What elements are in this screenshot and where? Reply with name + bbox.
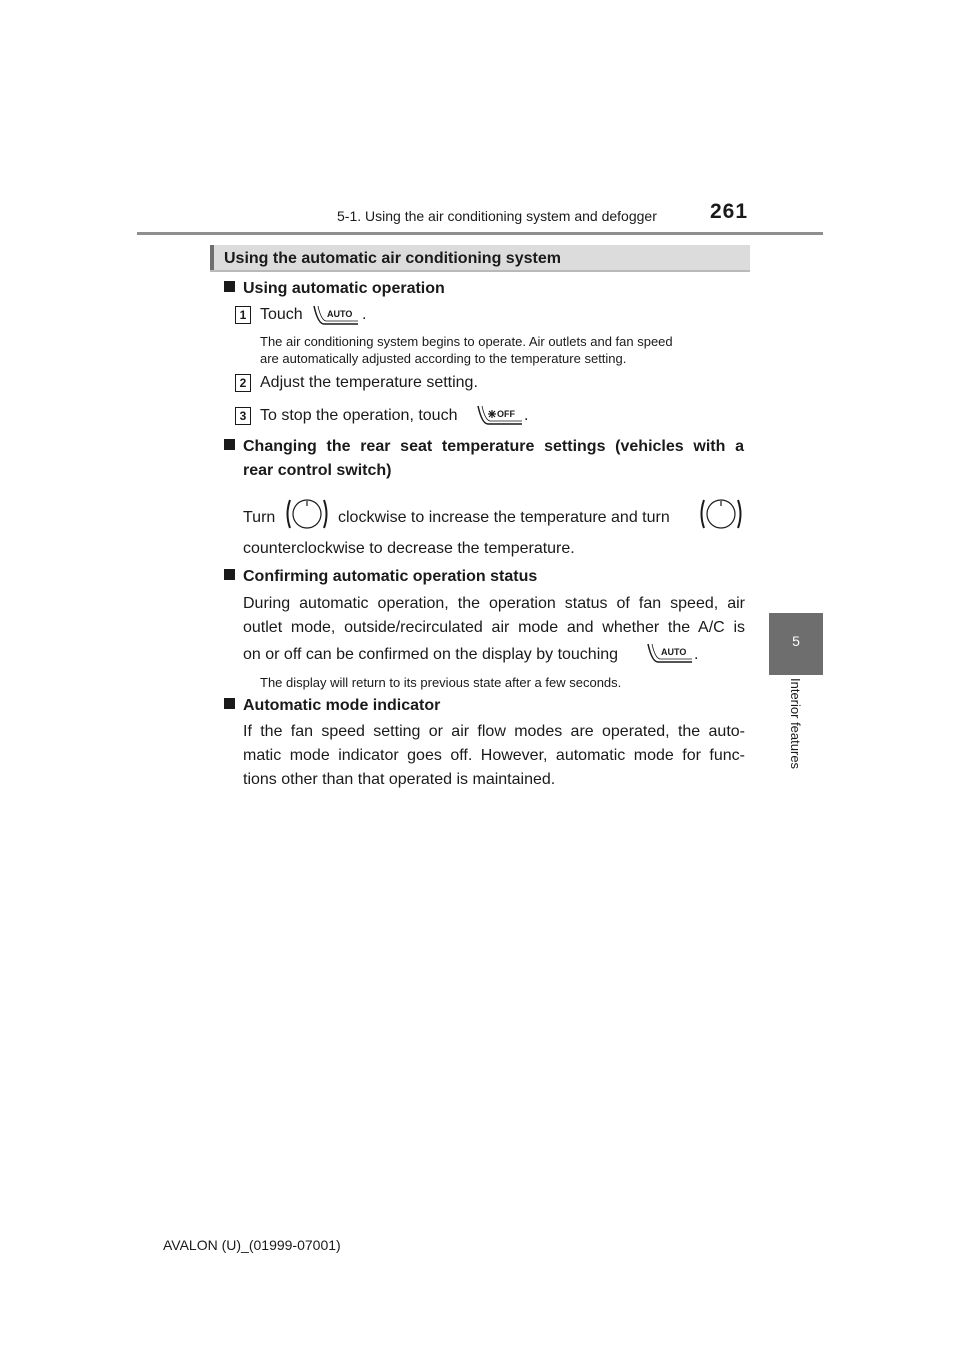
confirm-line-2: outlet mode, outside/recirculated air mode and whether the A/C is [243, 619, 745, 636]
confirm-line-3-suffix: . [694, 646, 699, 663]
indicator-line-2: matic mode indicator goes off. However, automatic mode for func- [243, 747, 745, 764]
heading-square-icon [224, 281, 235, 292]
auto-button-icon [312, 304, 360, 326]
confirm-line-3-prefix: on or off can be confirmed on the display by touching [243, 646, 619, 663]
off-button-label: OFF [497, 409, 515, 419]
auto-button-label: AUTO [661, 647, 687, 657]
step-1-note-line-1: The air conditioning system begins to operate. Air outlets and fan speed [260, 334, 673, 349]
section-header: 5-1. Using the air conditioning system and defogger [337, 208, 657, 224]
step-1-prefix: Touch [260, 306, 303, 323]
step-3-prefix: To stop the operation, touch [260, 407, 458, 424]
auto-button-label: AUTO [327, 309, 353, 319]
confirm-note: The display will return to its previous state after a few seconds. [260, 675, 622, 690]
section-title-accent [210, 245, 214, 270]
auto-operation-heading: Using automatic operation [224, 278, 445, 300]
rear-seat-line-2: counterclockwise to decrease the temperature. [243, 540, 575, 557]
step-1-badge: 1 [235, 306, 251, 324]
fan-icon [488, 410, 496, 418]
heading-square-icon [224, 569, 235, 580]
rear-seat-heading-line-2: rear control switch) [243, 462, 392, 479]
indicator-line-3: tions other than that operated is maintained. [243, 771, 556, 788]
confirm-line-1: During automatic operation, the operation status of fan speed, air [243, 595, 745, 612]
chapter-number: 5 [792, 633, 800, 649]
knob-icon [698, 497, 744, 531]
step-1-note-line-2: are automatically adjusted according to the temperature setting. [260, 351, 627, 366]
step-1-suffix: . [362, 306, 367, 323]
auto-button-icon [646, 642, 694, 664]
section-title-bar [210, 245, 750, 272]
chapter-tab [769, 613, 823, 673]
step-3-suffix: . [524, 407, 529, 424]
knob-icon [284, 497, 330, 531]
step-2-text: Adjust the temperature setting. [260, 374, 478, 391]
confirm-heading: Confirming automatic operation status [224, 566, 537, 588]
indicator-heading: Automatic mode indicator [224, 695, 440, 717]
off-button-icon [476, 404, 524, 426]
step-3-badge: 3 [235, 407, 251, 425]
chapter-tab-rule [769, 673, 823, 675]
indicator-line-1: If the fan speed setting or air flow modes are operated, the auto- [243, 723, 745, 740]
heading-square-icon [224, 698, 235, 709]
step-2-badge: 2 [235, 374, 251, 392]
section-title: Using the automatic air conditioning system [224, 250, 561, 267]
header-rule [137, 232, 823, 235]
chapter-label-wrap [788, 678, 810, 858]
footer-model-code: AVALON (U)_(01999-07001) [163, 1237, 341, 1253]
chapter-label: Interior features [788, 678, 803, 770]
rear-seat-turn-word: Turn [243, 509, 276, 526]
rear-seat-heading-line-1: Changing the rear seat temperature settings (vehicles with a [224, 436, 744, 458]
page-number: 261 [710, 200, 749, 223]
heading-square-icon [224, 439, 235, 450]
rear-seat-middle-text: clockwise to increase the temperature and turn [338, 509, 670, 526]
